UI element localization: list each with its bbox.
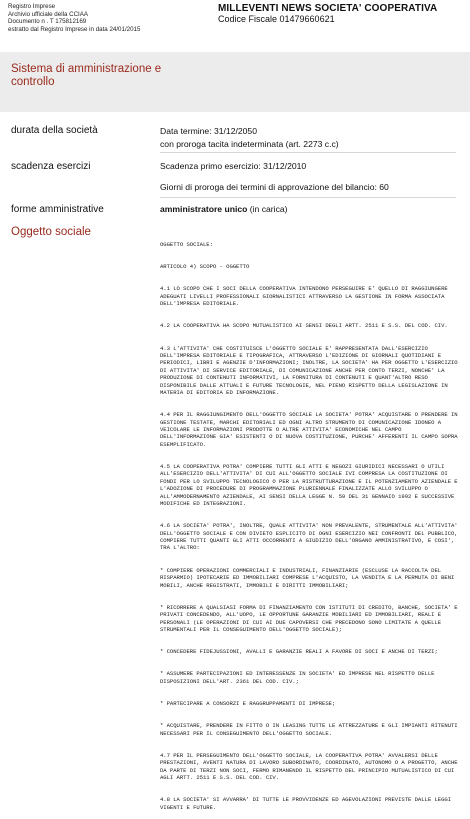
forme-rest: (in carica) xyxy=(247,204,288,214)
section-title: Sistema di amministrazione e controllo xyxy=(11,63,162,88)
oggetto-line: ARTICOLO 4) SCOPO - OGGETTO xyxy=(160,263,250,271)
oggetto-text xyxy=(160,226,461,811)
document-header xyxy=(0,0,470,52)
oggetto-label: Oggetto sociale xyxy=(11,226,91,238)
company-info xyxy=(218,3,437,25)
scadenza-giorni: Giorni di proroga dei termini di approvazione del bilancio: 60 xyxy=(160,182,389,192)
registry-line: Documento n . T 175812169 xyxy=(8,18,87,26)
durata-termine: Data termine: 31/12/2050 xyxy=(160,126,257,136)
oggetto-line: OGGETTO SOCIALE: xyxy=(160,240,213,248)
oggetto-line: 4.5 LA COOPERATIVA POTRA' COMPIERE TUTTI GLI ATTI E NEGOZI GIURIDICI NECESSARI O UTILI ALL'ESERCIZIO DELL'ATTIVITA' DI CUI ALL'OGGETTO SOCIALE IVI COMPRESA LA COSTITUZIONE DI FONDI PER LO SVILUPPO TECNOLOGICO O PER LA RISTRUTTURAZIONE E IL POTENZIAMENTO AZIENDALE E L'ADOZIONE DI PROCEDURE DI PROGRAMMAZIONE PLURIENNALE FINALIZZATE ALLO SVILUPPO O ALL'AMMODERNAMENTO AZIENDALE, AI SENSI DELLA LEGGE N. 59 DEL 31 GENNAIO 1992 E SUCCESSIVE MODIFICHE ED INTEGRAZIONI. xyxy=(160,463,461,508)
separator xyxy=(160,152,456,153)
oggetto-line: * RICORRERE A QUALSIASI FORMA DI FINANZIAMENTO CON ISTITUTI DI CREDITO, BANCHE, SOCIETA' E PRIVATI CONCEDENDO, ALL'UOPO, LE OPPORTUNE GARANZIE MOBILIARI ED IMMOBILIARI, REALI E PERSONALI (LE OPERAZIONI DI CUI AI DUE CAPOVERSI CHE PRECEDONO SONO LIMITATE A QUELLE STRUMENTALI PER IL CONSEGUIMENTO DELL'OGGETTO SOCIALE); xyxy=(160,603,461,633)
oggetto-line: * ACQUISTARE, PRENDERE IN FITTO O IN LEASING TUTTE LE ATTREZZATURE E GLI IMPIANTI RITENUTI NECESSARI PER IL CONSEGUIMENTO DELL'OGGETTO SOCIALE. xyxy=(160,722,461,737)
oggetto-line: * PARTECIPARE A CONSORZI E RAGGRUPPAMENTI DI IMPRESE; xyxy=(160,700,336,707)
registry-line: estratto dal Registro Imprese in data 24/01/2015 xyxy=(8,25,141,33)
oggetto-line: 4.8 LA SOCIETA' SI AVVARRA' DI TUTTE LE PROVVIDENZE ED AGEVOLAZIONI PREVISTE DALLE LEGGI VIGENTI E FUTURE. xyxy=(160,796,455,811)
oggetto-line: * CONCEDERE FIDEJUSSIONI, AVALLI E GARANZIE REALI A FAVORE DI SOCI E ANCHE DI TERZI; xyxy=(160,648,438,656)
oggetto-line: * COMPIERE OPERAZIONI COMMERCIALI E INDUSTRIALI, FINANZIARIE (ESCLUSE LA RACCOLTA DEL RISPARMIO) IPOTECARIE ED IMMOBILIARI COMPRESE L'ACQUISTO, LA VENDITA E LA PERMUTA DI BENI MOBILI, ANCHE REGISTRATI, IMMOBILI E DIRITTI IMMOBILIARI; xyxy=(160,566,458,589)
company-name: MILLEVENTI NEWS SOCIETA' COOPERATIVA xyxy=(218,3,438,14)
oggetto-line: 4.3 L'ATTIVITA' CHE COSTITUISCE L'OGGETTO SOCIALE E' RAPPRESENTATA DALL'ESERCIZIO DELL'IMPRESA EDITORIALE E TIPOGRAFICA, ATTRAVERSO L'EDIZIONE DI GIORNALI QUOTIDIANI E PERIODICI, LIBRI E AGENZIE D'INFORMAZIONI; INOLTRE, LA SOCIETA' HA PER OGGETTO L'ESERCIZIO DI ATTIVITA' DI SERVICE EDITORIALE, DI COMUNICAZIONE ANCHE PER CONTO TERZI, NONCHE' LA PRODUZIONE DI CONTENUTI INFORMATIVI, LA FORNITURA DI CONTENUTI E QUANT'ALTRO RESO DISPONIBILE DALLE ATTUALI E FUTURE TECNOLOGIE, NEL PIENO RISPETTO DELLA LEGISLAZIONE IN MATERIA DI EDITORIA ED INFORMAZIONE. xyxy=(160,344,461,396)
scadenza-primo: Scadenza primo esercizio: 31/12/2010 xyxy=(160,161,307,171)
separator xyxy=(160,197,456,198)
registry-line: Archivio ufficiale della CCIAA xyxy=(8,10,89,18)
forme-value xyxy=(160,204,288,215)
codice-fiscale: Codice Fiscale 01479660621 xyxy=(218,14,335,24)
scadenza-label: scadenza esercizi xyxy=(11,161,91,172)
oggetto-line: 4.1 LO SCOPO CHE I SOCI DELLA COOPERATIVA INTENDONO PERSEGUIRE E' QUELLO DI RAGGIUNGERE ADEGUATI LIVELLI PROFESSIONALI GIORNALISTICI ATTRAVERSO LA GESTIONE IN FORMA ASSOCIATA DELL'IMPRESA EDITORIALE. xyxy=(160,285,452,308)
oggetto-line: * ASSUMERE PARTECIPAZIONI ED INTERESSENZE IN SOCIETA' ED IMPRESE NEL RISPETTO DELLE DISPOSIZIONI DELL'ART. 2361 DEL COD. CIV.; xyxy=(160,670,438,685)
oggetto-line: 4.6 LA SOCIETA' POTRA', INOLTRE, QUALE ATTIVITA' NON PREVALENTE, STRUMENTALE ALL'ATTIVITA' DELL'OGGETTO SOCIALE E CON DIVIETO ESPLICITO DI OGNI ESERCIZIO NEI CONFRONTI DEL PUBBLICO, COMPIERE TUTTI QUANTI GLI ATTI OCCORRENTI A GIUDIZIO DELL'ORGANO AMMINISTRATIVO, E COSI', TRA L'ALTRO: xyxy=(160,522,461,552)
registry-line: Registro Imprese xyxy=(8,3,56,10)
forme-label: forme amministrative xyxy=(11,204,104,215)
durata-proroga: con proroga tacita indeterminata (art. 2273 c.c) xyxy=(160,139,339,149)
forme-bold: amministratore unico xyxy=(160,204,248,214)
registry-info xyxy=(8,3,140,33)
oggetto-line: 4.2 LA COOPERATIVA HA SCOPO MUTUALISTICO AI SENSI DEGLI ARTT. 2511 E S.S. DEL COD. CIV. xyxy=(160,322,448,330)
oggetto-line: 4.4 PER IL RAGGIUNGIMENTO DELL'OGGETTO SOCIALE LA SOCIETA' POTRA' ACQUISTARE O PRENDERE IN GESTIONE TESTATE, MARCHI EDITORIALI ED OGNI ALTRO STRUMENTO DI COMUNICAZIONE IDONEO A VEICOLARE LE INFORMAZIONI PRODOTTE O ALTRE ATTIVITA' ECONOMICHE NEL CAMPO DELL'INFORMAZIONE GIA' ESISTENTI O DI NUOVA COSTITUZIONE, PURCHE' AFFERENTI IL CAMPO SOPRA ESEMPLIFICATO. xyxy=(160,411,461,448)
durata-label: durata della società xyxy=(11,125,98,136)
oggetto-line: 4.7 PER IL PERSEGUIMENTO DELL'OGGETTO SOCIALE, LA COOPERATIVA POTRA' AVVALERSI DELLE PRESTAZIONI, AVENTI NATURA DI LAVORO SUBORDINATO, COORDINATO, AUTONOMO O A PROGETTO, ANCHE DA PARTE DI TERZI NON SOCI, FERMO RIMANENDO IL RISPETTO DEL PRINCIPIO MUTUALISTICO DI CUI AGLI ARTT. 2511 E S.S. DEL COD. CIV. xyxy=(160,751,461,782)
